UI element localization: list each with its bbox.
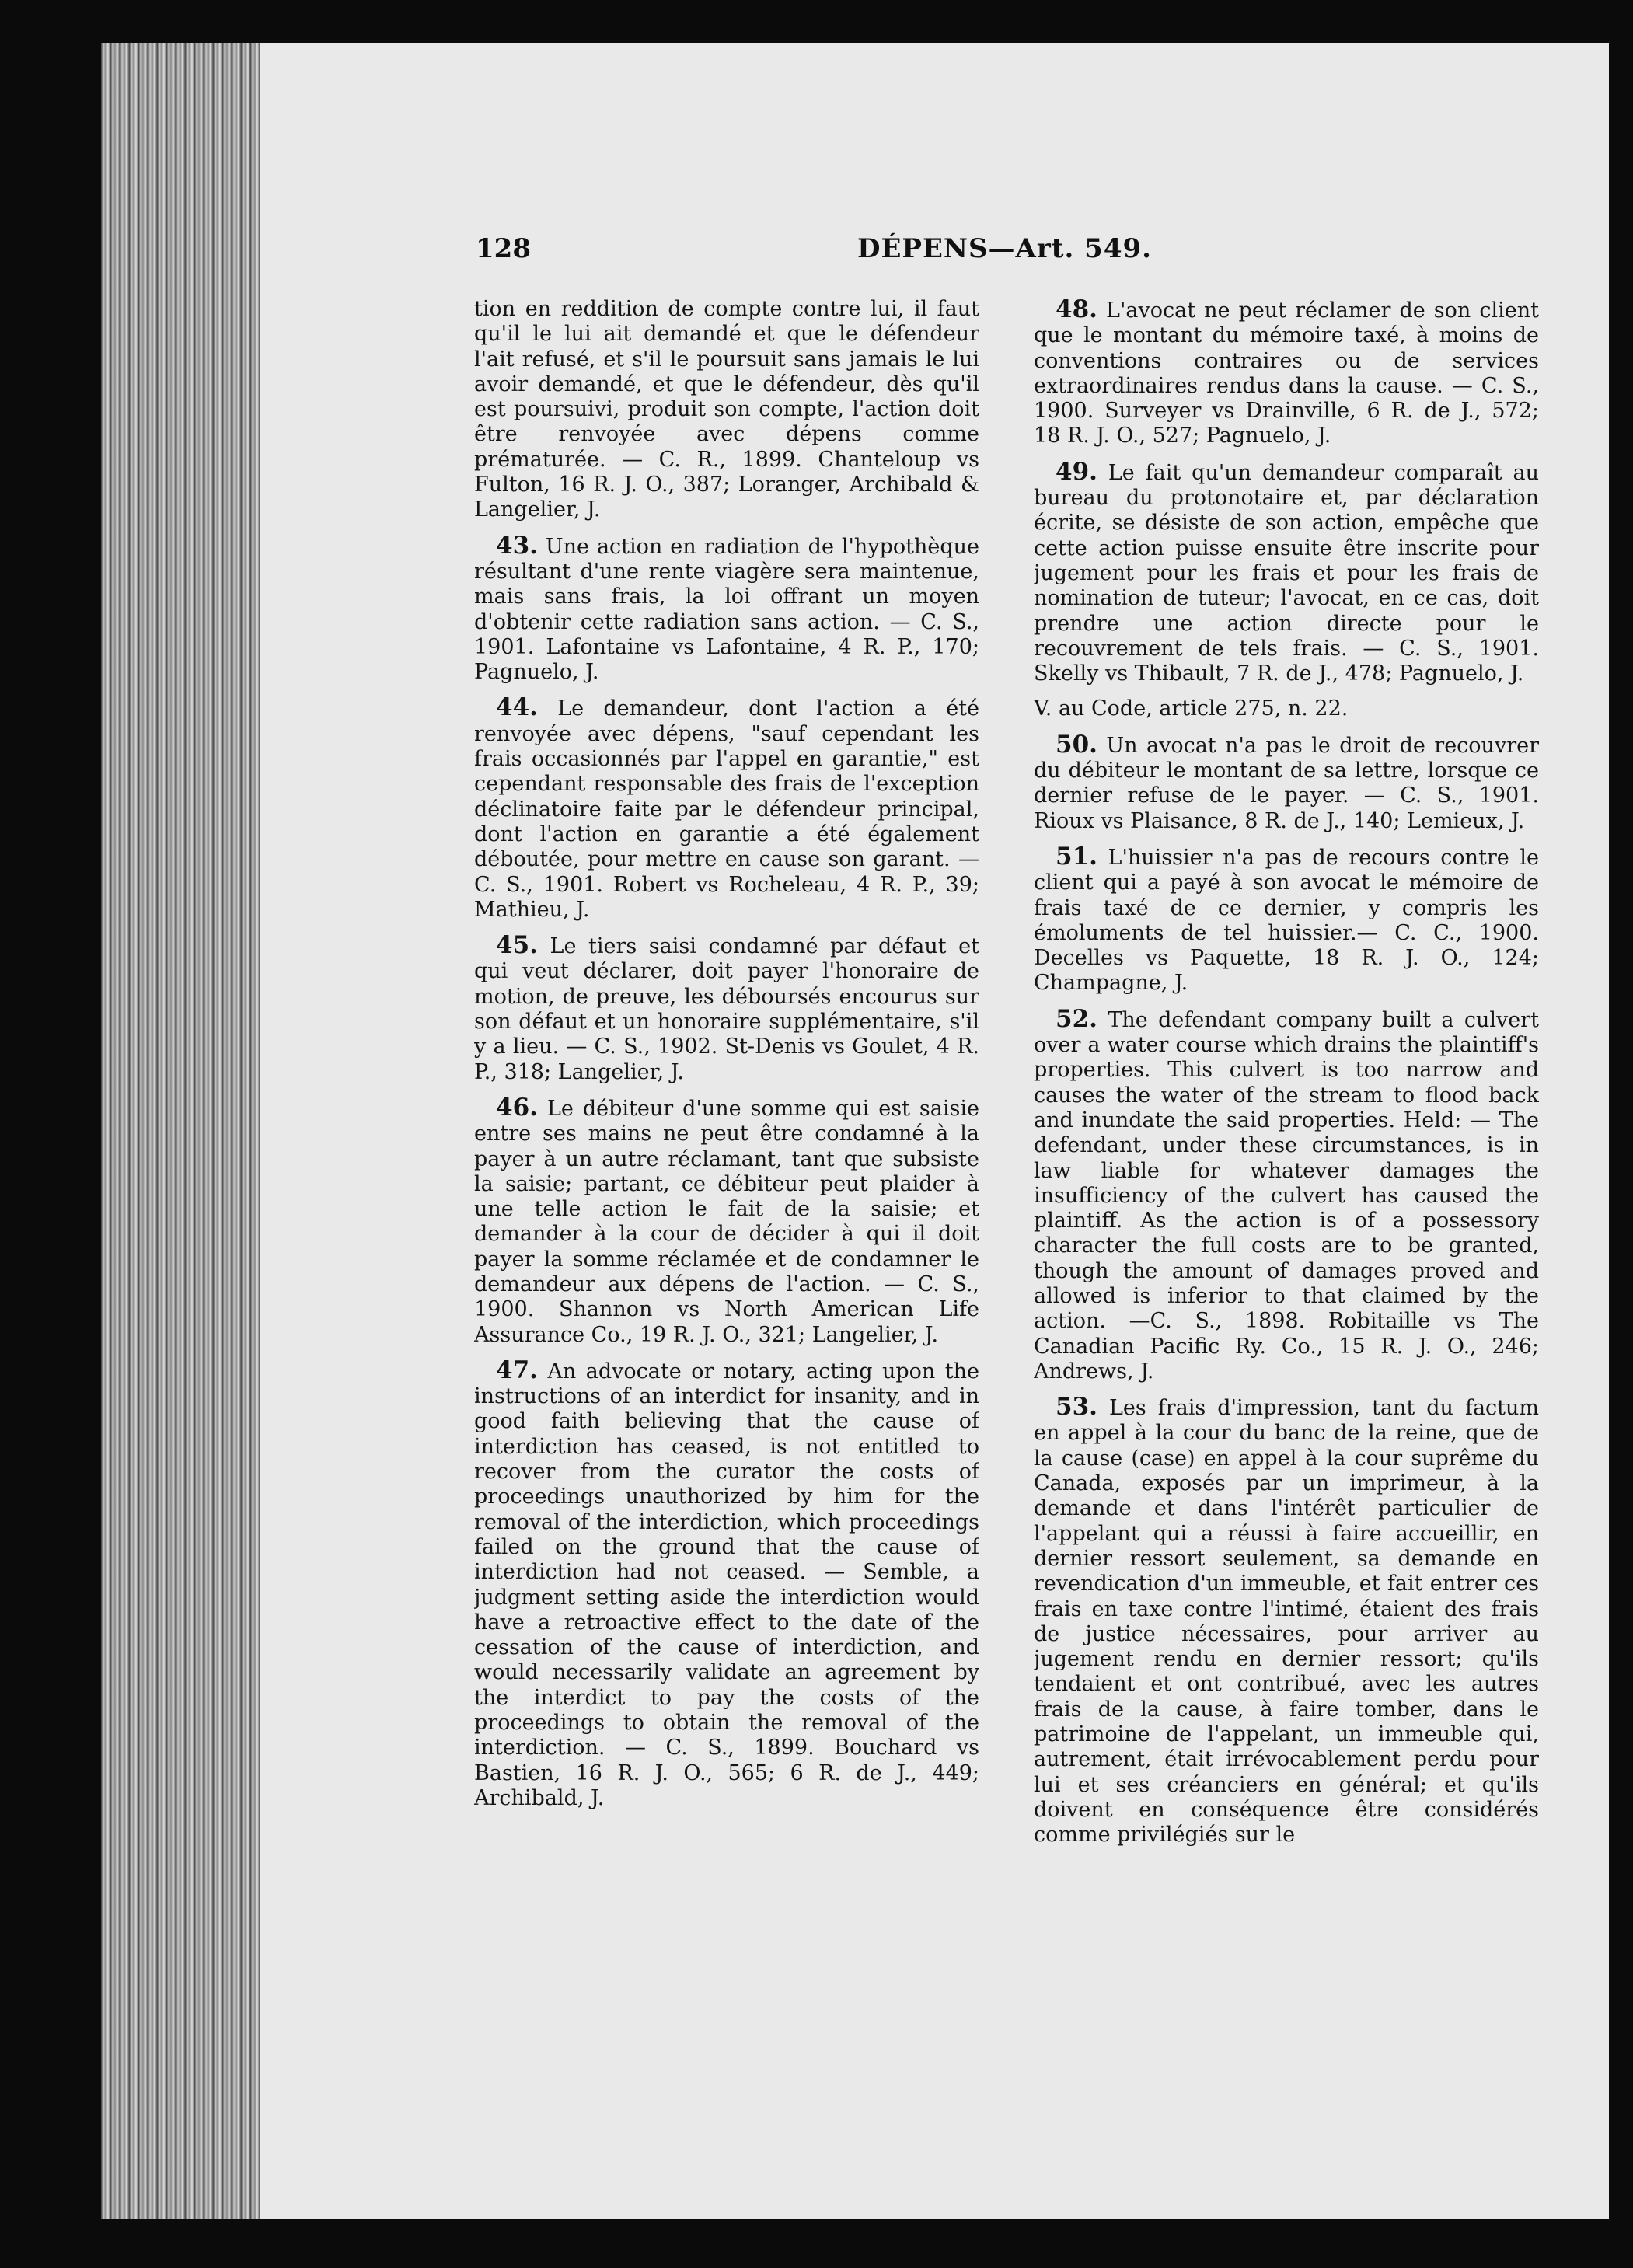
entry-text: Le tiers saisi condamné par défaut et qui veut déclarer, doit payer l'honoraire de motion, de preuve, les déboursés encourus sur son défaut et un honoraire supplémentaire, s'il y a lieu. — C. S., 1902. St-Denis vs Goulet, 4 R. P., 318; Langelier, J. (474, 934, 979, 1084)
jurisprudence-entry (1034, 297, 1539, 449)
jurisprudence-entry (1034, 1004, 1539, 1384)
entry-number: 47. (496, 1356, 538, 1384)
jurisprudence-entry (474, 1095, 979, 1348)
entry-text: Le débiteur d'une somme qui est saisie entre ses mains ne peut être condamné à la payer à un autre réclamant, tant que subsiste la saisie; partant, ce débiteur peut plaider à une telle action le fait de la saisie; et demander à la cour de décider à qui il doit payer la somme réclamée et de condamner le demandeur aux dépens de l'action. — C. S., 1900. Shannon vs North American Life Assurance Co., 19 R. J. O., 321; Langelier, J. (474, 1096, 979, 1347)
entry-text: Les frais d'impression, tant du factum en appel à la cour du banc de la reine, que de la cause (case) en appel à la cour suprême du Canada, exposés par un imprimeur, à la demande et dans l'intérêt particulier de l'appelant qui a réussi à faire accueillir, en dernier ressort seulement, sa demande en revendication d'un immeuble, et fait entrer ces frais en taxe contre l'intimé, étaient des frais de justice nécessaires, pour arriver au jugement rendu en dernier ressort; qu'ils tendaient et ont contribué, avec les autres frais de la cause, à faire tomber, dans le patrimoine de l'appelant, un immeuble qui, autrement, était irrévocablement perdu pour lui et ses créanciers en général; et qu'ils doivent en conséquence être considérés comme privilégiés sur le (1034, 1396, 1539, 1848)
right-column (1034, 297, 1539, 1999)
entry-text: tion en reddition de compte contre lui, il faut qu'il le lui ait demandé et que le défendeur l'ait refusé, et s'il le poursuit sans jamais le lui avoir demandé, et que le défendeur, dès qu'il est poursuivi, produit son compte, l'action doit être renvoyée avec dépens comme prématurée. — C. R., 1899. Chanteloup vs Fulton, 16 R. J. O., 387; Loranger, Archibald & Langelier, J. (474, 297, 979, 522)
entry-number: 43. (496, 531, 538, 560)
jurisprudence-entry (1034, 459, 1539, 687)
jurisprudence-entry (1034, 732, 1539, 834)
entry-number: 52. (1056, 1004, 1097, 1033)
entry-text: L'avocat ne peut réclamer de son client que le montant du mémoire taxé, à moins de conventions contraires ou de services extraordinaires rendus dans la cause. — C. S., 1900. Surveyer vs Drainville, 6 R. de J., 572; 18 R. J. O., 527; Pagnuelo, J. (1034, 298, 1539, 448)
page-number: 128 (476, 233, 531, 264)
entry-text: An advocate or notary, acting upon the instructions of an interdict for insanity, and in good faith believing that the cause of interdiction has ceased, is not entitled to recover from the curator the costs of proceedings unauthorized by him for the removal of the interdiction, which proceedings failed on the ground that the cause of interdiction had not ceased. — Semble, a judgment setting aside the interdiction would have a retroactive effect to the date of the cessation of the cause of interdiction, and would necessarily validate an agreement by the interdict to pay the costs of the proceedings to obtain the removal of the interdiction. — C. S., 1899. Bouchard vs Bastien, 16 R. J. O., 565; 6 R. de J., 449; Archibald, J. (474, 1359, 979, 1810)
entry-text: L'huissier n'a pas de recours contre le client qui a payé à son avocat le mémoire de frais taxé de ce dernier, y compris les émoluments de tel huissier.— C. C., 1900. Decelles vs Paquette, 18 R. J. O., 124; Champagne, J. (1034, 845, 1539, 996)
left-column (474, 297, 979, 1999)
jurisprudence-entry (1034, 1394, 1539, 1848)
entry-number: 44. (496, 693, 538, 722)
jurisprudence-entry (474, 933, 979, 1085)
entry-number: 49. (1056, 457, 1097, 486)
page-header (476, 233, 1152, 267)
jurisprudence-entry (1034, 696, 1539, 721)
jurisprudence-entry (474, 695, 979, 923)
entry-text: Le fait qu'un demandeur comparaît au bureau du protonotaire et, par déclaration écrite, se désiste de son action, empêche que cette action puisse ensuite être inscrite pour jugement pour les frais et pour les frais de nomination de tuteur; l'avocat, en ce cas, doit prendre une action directe pour le recouvrement de tels frais. — C. S., 1901. Skelly vs Thibault, 7 R. de J., 478; Pagnuelo, J. (1034, 460, 1539, 686)
entry-text: V. au Code, article 275, n. 22. (1034, 696, 1349, 721)
entry-text: Une action en radiation de l'hypothèque résultant d'une rente viagère sera maintenue, mais sans frais, la loi offrant un moyen d'obtenir cette radiation sans action. — C. S., 1901. Lafontaine vs Lafontaine, 4 R. P., 170; Pagnuelo, J. (474, 534, 979, 685)
entry-number: 51. (1056, 842, 1097, 871)
jurisprudence-entry (474, 533, 979, 686)
entry-number: 53. (1056, 1393, 1097, 1422)
entry-text: Le demandeur, dont l'action a été renvoyée avec dépens, "sauf cependant les frais occasionnés par l'appel en garantie," est cependant responsable des frais de l'exception déclinatoire faite par le défendeur principal, dont l'action en garantie a été également déboutée, pour mettre en cause son garant. — C. S., 1901. Robert vs Rocheleau, 4 R. P., 39; Mathieu, J. (474, 696, 979, 922)
entry-number: 50. (1056, 730, 1097, 759)
entry-text: Un avocat n'a pas le droit de recouvrer du débiteur le montant de sa lettre, lorsque ce dernier refuse de le payer. — C. S., 1901. Rioux vs Plaisance, 8 R. de J., 140; Lemieux, J. (1034, 733, 1539, 833)
jurisprudence-entry (474, 297, 979, 523)
running-head: DÉPENS—Art. 549. (857, 233, 1152, 264)
book-page-edges (101, 43, 272, 2219)
entry-text: The defendant company built a culvert over a water course which drains the plaintiff's properties. This culvert is too narrow and causes the water of the stream to flood back and inundate the said properties. Held: — The defendant, under these circumstances, is in law liable for whatever damages the insufficiency of the culvert has caused the plaintiff. As the action is of a possessory character the full costs are to be granted, though the amount of damages proved and allowed is inferior to that claimed by the action. —C. S., 1898. Robitaille vs The Canadian Pacific Ry. Co., 15 R. J. O., 246; Andrews, J. (1034, 1007, 1539, 1383)
entry-number: 45. (496, 931, 538, 960)
jurisprudence-entry (1034, 844, 1539, 996)
entry-number: 48. (1056, 297, 1097, 323)
jurisprudence-entry (474, 1358, 979, 1811)
entry-number: 46. (496, 1093, 538, 1122)
